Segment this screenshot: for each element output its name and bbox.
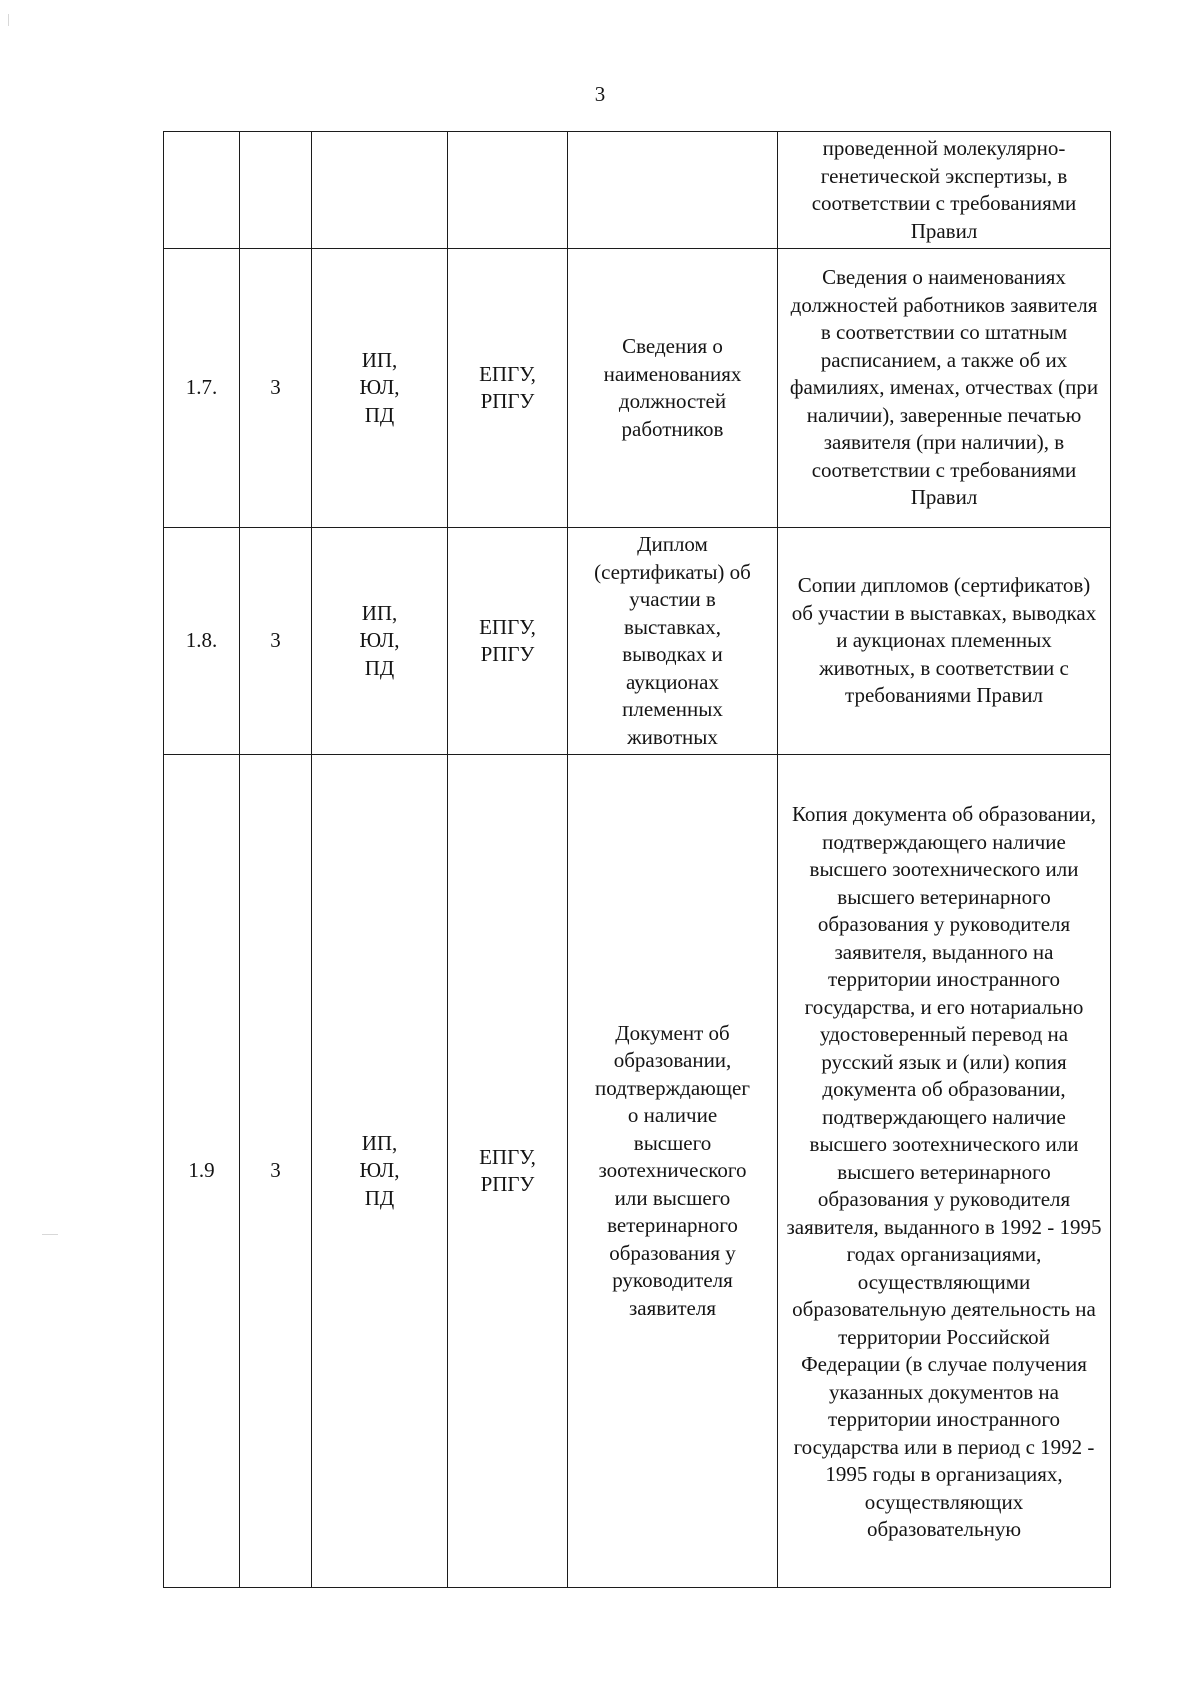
applicant-type-cell: ИП, ЮЛ, ПД [312, 755, 448, 1588]
table-row [164, 755, 1111, 1588]
table-row [164, 249, 1111, 528]
row-number-cell: 1.9 [164, 755, 240, 1588]
document-name-cell: Сведения о наименованиях должностей работников [568, 249, 778, 528]
scan-edge-mark [8, 14, 9, 26]
document-name-cell [568, 132, 778, 249]
page-number: 3 [594, 82, 606, 106]
applicant-type-cell [312, 132, 448, 249]
document-description-cell: Сведения о наименованиях должностей работников заявителя в соответствии со штатным расписанием, а также об их фамилиях, именах, отчествах (при наличии), заверенные печатью заявителя (при наличии), в соответствии с требованиями Правил [778, 249, 1111, 528]
table-row [164, 528, 1111, 755]
requirements-table [163, 131, 1111, 1588]
row-number-cell [164, 132, 240, 249]
document-description-cell: проведенной молекулярно-генетической экспертизы, в соответствии с требованиями Правил [778, 132, 1111, 249]
row-number-cell: 1.7. [164, 249, 240, 528]
document-name-cell: Документ об образовании, подтверждающег о наличие высшего зоотехнического или высшего ветеринарного образования у руководителя заявителя [568, 755, 778, 1588]
level-cell: 3 [240, 528, 312, 755]
level-cell: 3 [240, 249, 312, 528]
row-number-cell: 1.8. [164, 528, 240, 755]
level-cell: 3 [240, 755, 312, 1588]
document-description-cell: Копия документа об образовании, подтверждающего наличие высшего зоотехнического или высшего ветеринарного образования у руководителя заявителя, выданного на территории иностранного государства, и его нотариально удостоверенный перевод на русский язык и (или) копия документа об образовании, подтверждающего наличие высшего зоотехнического или высшего ветеринарного образования у руководителя заявителя, выданного в 1992 - 1995 годах организациями, осуществляющими образовательную деятельность на территории Российской Федерации (в случае получения указанных документов на территории иностранного государства или в период с 1992 - 1995 годы в организациях, осуществляющих образовательную [778, 755, 1111, 1588]
submission-channel-cell: ЕПГУ, РПГУ [448, 528, 568, 755]
submission-channel-cell: ЕПГУ, РПГУ [448, 249, 568, 528]
level-cell [240, 132, 312, 249]
applicant-type-cell: ИП, ЮЛ, ПД [312, 528, 448, 755]
document-description-cell: Сопии дипломов (сертификатов) об участии в выставках, выводках и аукционах племенных животных, в соответствии с требованиями Правил [778, 528, 1111, 755]
table-row-continuation [164, 132, 1111, 249]
applicant-type-cell: ИП, ЮЛ, ПД [312, 249, 448, 528]
submission-channel-cell: ЕПГУ, РПГУ [448, 755, 568, 1588]
submission-channel-cell [448, 132, 568, 249]
document-name-cell: Диплом (сертификаты) об участии в выставках, выводках и аукционах племенных животных [568, 528, 778, 755]
scan-edge-mark [42, 1234, 58, 1235]
